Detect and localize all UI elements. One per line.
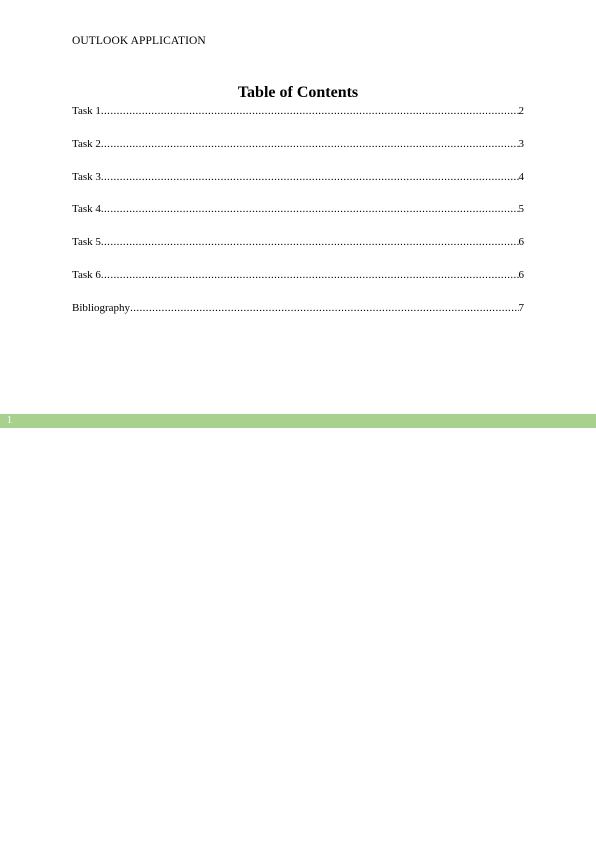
running-header: OUTLOOK APPLICATION: [72, 35, 206, 47]
toc-dot-leader: [101, 268, 519, 282]
toc-entry-label: Task 4: [72, 203, 101, 216]
toc-entry-task-1[interactable]: [72, 104, 524, 137]
toc-entry-task-5[interactable]: [72, 235, 524, 268]
footer-band: [0, 414, 596, 428]
toc-entry-task-6[interactable]: [72, 268, 524, 301]
toc-entry-page: 4: [518, 170, 524, 183]
toc-list: [72, 104, 524, 334]
toc-entry-label: Task 3: [72, 170, 101, 183]
toc-entry-page: 7: [518, 301, 524, 314]
toc-title: Table of Contents: [237, 84, 359, 101]
page-number: 1: [7, 415, 12, 426]
toc-entry-label: Task 2: [72, 137, 101, 150]
toc-entry-label: Task 6: [72, 268, 101, 281]
toc-dot-leader: [101, 104, 519, 118]
toc-dot-leader: [101, 202, 519, 216]
toc-entry-task-4[interactable]: [72, 202, 524, 235]
toc-entry-page: 6: [518, 268, 524, 281]
toc-entry-task-3[interactable]: [72, 170, 524, 203]
toc-entry-bibliography[interactable]: [72, 301, 524, 334]
toc-entry-label: Task 1: [72, 105, 101, 117]
toc-dot-leader: [101, 235, 519, 249]
toc-entry-page: 3: [518, 137, 524, 150]
toc-dot-leader: [101, 137, 519, 151]
toc-entry-page: 5: [518, 203, 524, 216]
toc-dot-leader: [101, 170, 519, 184]
toc-entry-page: 2: [518, 105, 524, 117]
toc-entry-label: Task 5: [72, 236, 101, 249]
toc-entry-page: 6: [518, 236, 524, 249]
toc-entry-task-2[interactable]: [72, 137, 524, 170]
toc-dot-leader: [130, 301, 518, 315]
toc-entry-label: Bibliography: [72, 301, 131, 314]
